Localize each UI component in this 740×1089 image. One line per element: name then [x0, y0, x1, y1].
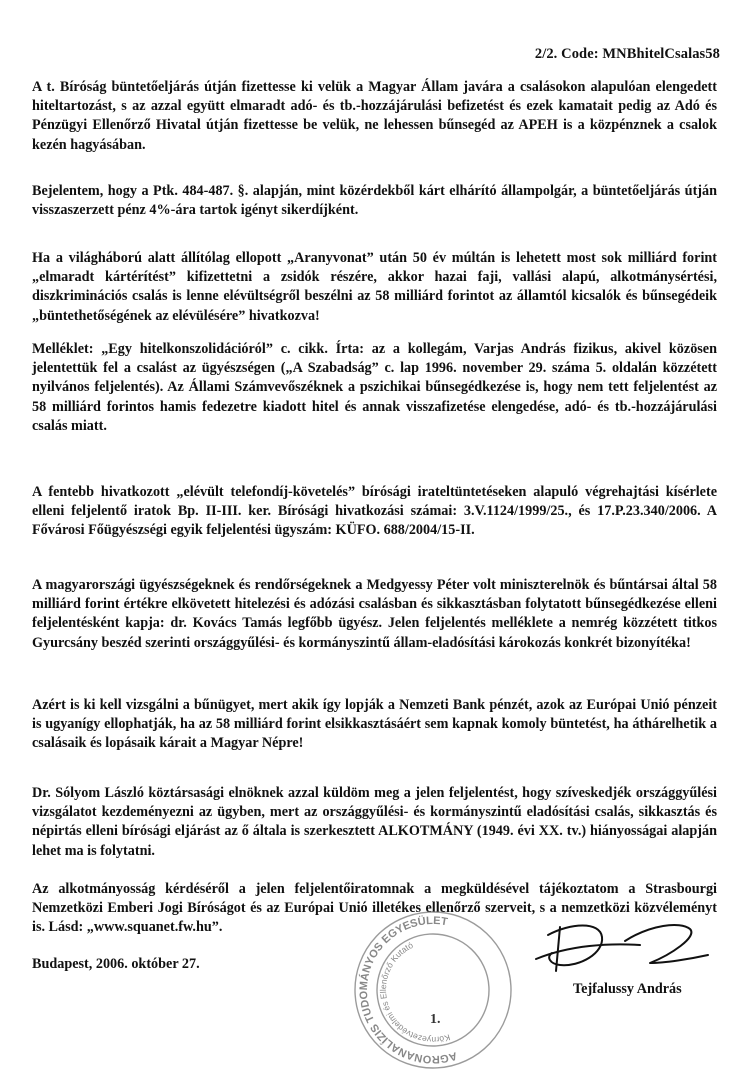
paragraph-3: Ha a világháború alatt állítólag ellopott „Aranyvonat” után 50 év múltán is lehetett most sok milliárd forint „elmaradt kártérítést” kifizettetni a zsidók részére, akkor hazai faji, vallási alapú, alkotmánysértési, diszkriminációs csalás is lenne elévültségről beszélni az 58 milliárd forintot az államtól kicsalók és bűnsegédeik „büntethetőségének az elévülésére” hivatkozva! — [32, 250, 717, 324]
document-code: 2/2. Code: MNBhitelCsalas58 — [534, 46, 720, 62]
paragraph-4: Melléklet: „Egy hitelkonszolidációról” c. cikk. Írta: az a kollegám, Varjas András fizikus, akivel közösen jelentettük fel a csalást az ügyészségen („A Szabadság” c. lap 1996. november 29. száma 5. oldalán közzétett nyilvános feljelentés). Az Állami Számvevőszéknek a pszichikai bűnsegédkezése is, hogy nem tett feljelentést az 58 milliárd forintos hamis fedezetre kiadott hitel és annak visszafizetése elengedése, adó- és tb.-hozzájárulási csalás miatt. — [32, 341, 717, 434]
paragraph-1: A t. Bíróság büntetőeljárás útján fizettesse ki velük a Magyar Állam javára a csalásokon alapulóan elengedett hiteltartozást, s az azzal együtt elmaradt adó- és tb.-hozzájárulási befizetést és ezek kamatait pedig az Adó és Pénzügyi Ellenőrző Hivatal útján fizettesse be velük, ne lehessen bűnsegéd az APEH is a közpénznek a csalok kezén hagyásában. — [32, 79, 717, 153]
stamp-number: 1. — [430, 1012, 441, 1027]
svg-text:AGRONANALÍZIS TUDOMÁNYOS EGYES — [348, 905, 496, 1075]
stamp-outer-text: AGRONANALÍZIS TUDOMÁNYOS EGYESÜLET — [357, 914, 459, 1066]
paragraph-8: Dr. Sólyom László köztársasági elnöknek azzal küldöm meg a jelen feljelentést, hogy szíveskedjék országgyűlési vizsgálatot kezdeményezni az ügyben, mert az országgyűlési- és kormányszintű eladósítási csalás, sikkasztás és népirtás elleni bírósági eljárást az ő általa is szerkesztett ALKOTMÁNY (1949. évi XX. tv.) hiányosságai alapján lehet ma is folytatni. — [32, 785, 717, 859]
stamp-inner-text: Környezetvédelmi és Ellenőrző Kutató — [377, 939, 452, 1046]
signer-name: Tejfalussy András — [573, 981, 682, 997]
paragraph-6: A magyarországi ügyészségeknek és rendőrségeknek a Medgyessy Péter volt miniszterelnök és bűntársai által 58 milliárd forint értékre elkövetett hitelezési és adózási csalásban és sikkasztásban folytatott bűnsegédkezése elleni feljelentésként kapja: dr. Kovács Tamás legfőbb ügyész. Jelen feljelentés melléklete a nemrég közzétett titkos Gyurcsány beszéd szerinti országgyűlési- és kormányszintű állam-eladósítási károkozás konkrét bizonyítéka! — [32, 577, 717, 651]
stamp-seal-icon — [348, 905, 518, 1075]
paragraph-2: Bejelentem, hogy a Ptk. 484-487. §. alapján, mint közérdekből kárt elhárító állampolgár, a büntetőeljárás útján visszaszerzett pénz 4%-ára tartok igényt sikerdíjként. — [32, 183, 717, 219]
paragraph-9: Az alkotmányosság kérdéséről a jelen feljelentőiratomnak a megküldésével tájékoztatom a Strasbourgi Nemzetközi Emberi Jogi Bíróságot és az Európai Unió illetékes ellenőrző szerveit, s a nemzetközi közvéleményt is. Lásd: „www.squanet.fw.hu”. — [32, 881, 717, 936]
document-date: Budapest, 2006. október 27. — [32, 956, 200, 972]
paragraph-7: Azért is ki kell vizsgálni a bűnügyet, mert akik így lopják a Nemzeti Bank pénzét, azok az Európai Unió pénzeit is ugyanígy ellophatják, ha az 58 milliárd forint elsikkasztásáért sem kapnak komoly büntetést, ha áthárelhetik a csalásaik és lopásaik kárait a Magyar Népre! — [32, 697, 717, 752]
handwritten-signature-icon — [530, 915, 715, 975]
paragraph-5: A fentebb hivatkozott „elévült telefondíj-követelés” bírósági irateltüntetéseken alapuló végrehajtási kísérlete elleni feljelentő iratok Bp. II-III. ker. Bírósági hivatkozási számai: 3.V.1124/1999/25., és 17.P.23.340/2006. A Fővárosi Főügyészségi egyik feljelentési ügyszám: KÜFO. 688/2004/15-II. — [32, 484, 717, 539]
